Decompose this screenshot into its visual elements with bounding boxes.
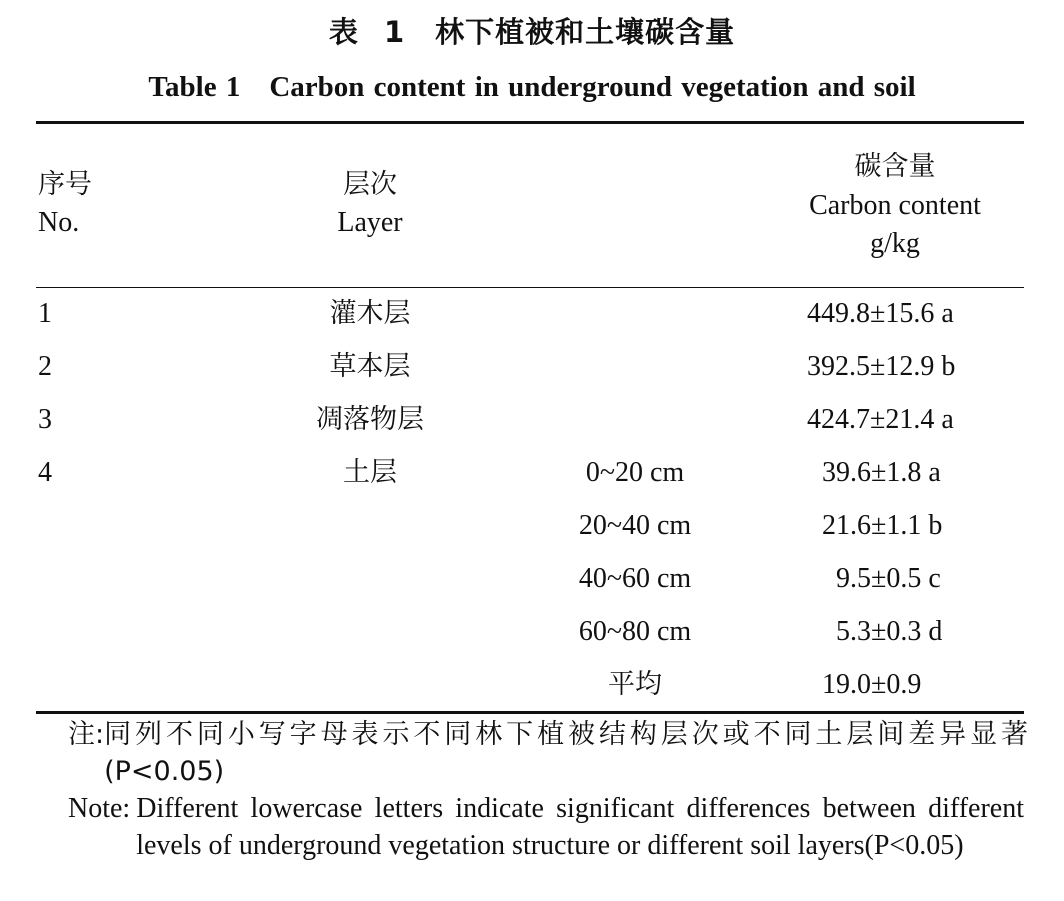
row-layer: 凋落物层 [316,404,424,435]
row-layer: 土层 [343,457,397,488]
table-header-rule [36,287,1024,288]
row-carbon-value: 39.6±1.8 a [822,457,941,488]
note-chinese-label: 注: [68,719,105,750]
table-bottom-rule [36,711,1024,714]
row-sublayer: 60~80 cm [578,616,692,647]
note-english-text: Different lowercase letters indicate significant differences between different levels of underground vegetation structure or different soil layers(P<0.05) [136,793,1024,861]
header-carbon-english: Carbon content [809,190,981,221]
note-english-label: Note: [68,793,131,824]
row-number: 4 [38,457,52,488]
row-sublayer: 40~60 cm [578,563,692,594]
header-no-english: No. [38,207,80,238]
row-layer: 灌木层 [329,298,411,329]
header-carbon-unit: g/kg [870,228,920,259]
row-sublayer: 平均 [608,669,662,700]
row-carbon-value: 392.5±12.9 b [807,351,956,382]
row-carbon-value: 21.6±1.1 b [822,510,943,541]
header-layer-english: Layer [337,207,403,238]
table-top-rule [36,121,1024,124]
row-carbon-value: 5.3±0.3 d [836,616,943,647]
table-title-chinese: 表 1 林下植被和土壤碳含量 [328,15,736,49]
row-carbon-value: 9.5±0.5 c [836,563,941,594]
row-number: 3 [38,404,52,435]
row-carbon-value: 449.8±15.6 a [807,298,954,329]
header-layer-chinese: 层次 [343,169,397,200]
row-carbon-value: 19.0±0.9 [822,669,922,700]
row-number: 2 [38,351,52,382]
header-carbon-chinese: 碳含量 [854,151,936,182]
note-chinese [68,716,1028,790]
table-title-english: Table 1 Carbon content in underground vegetation and soil [148,71,916,103]
row-carbon-value: 424.7±21.4 a [807,404,954,435]
note-english [68,790,1024,864]
header-no-chinese: 序号 [38,169,92,200]
row-sublayer: 0~20 cm [585,457,685,488]
row-number: 1 [38,298,52,329]
note-chinese-text: 同列不同小写字母表示不同林下植被结构层次或不同土层间差异显著(P<0.05) [104,719,1028,787]
row-sublayer: 20~40 cm [578,510,692,541]
row-layer: 草本层 [329,351,411,382]
